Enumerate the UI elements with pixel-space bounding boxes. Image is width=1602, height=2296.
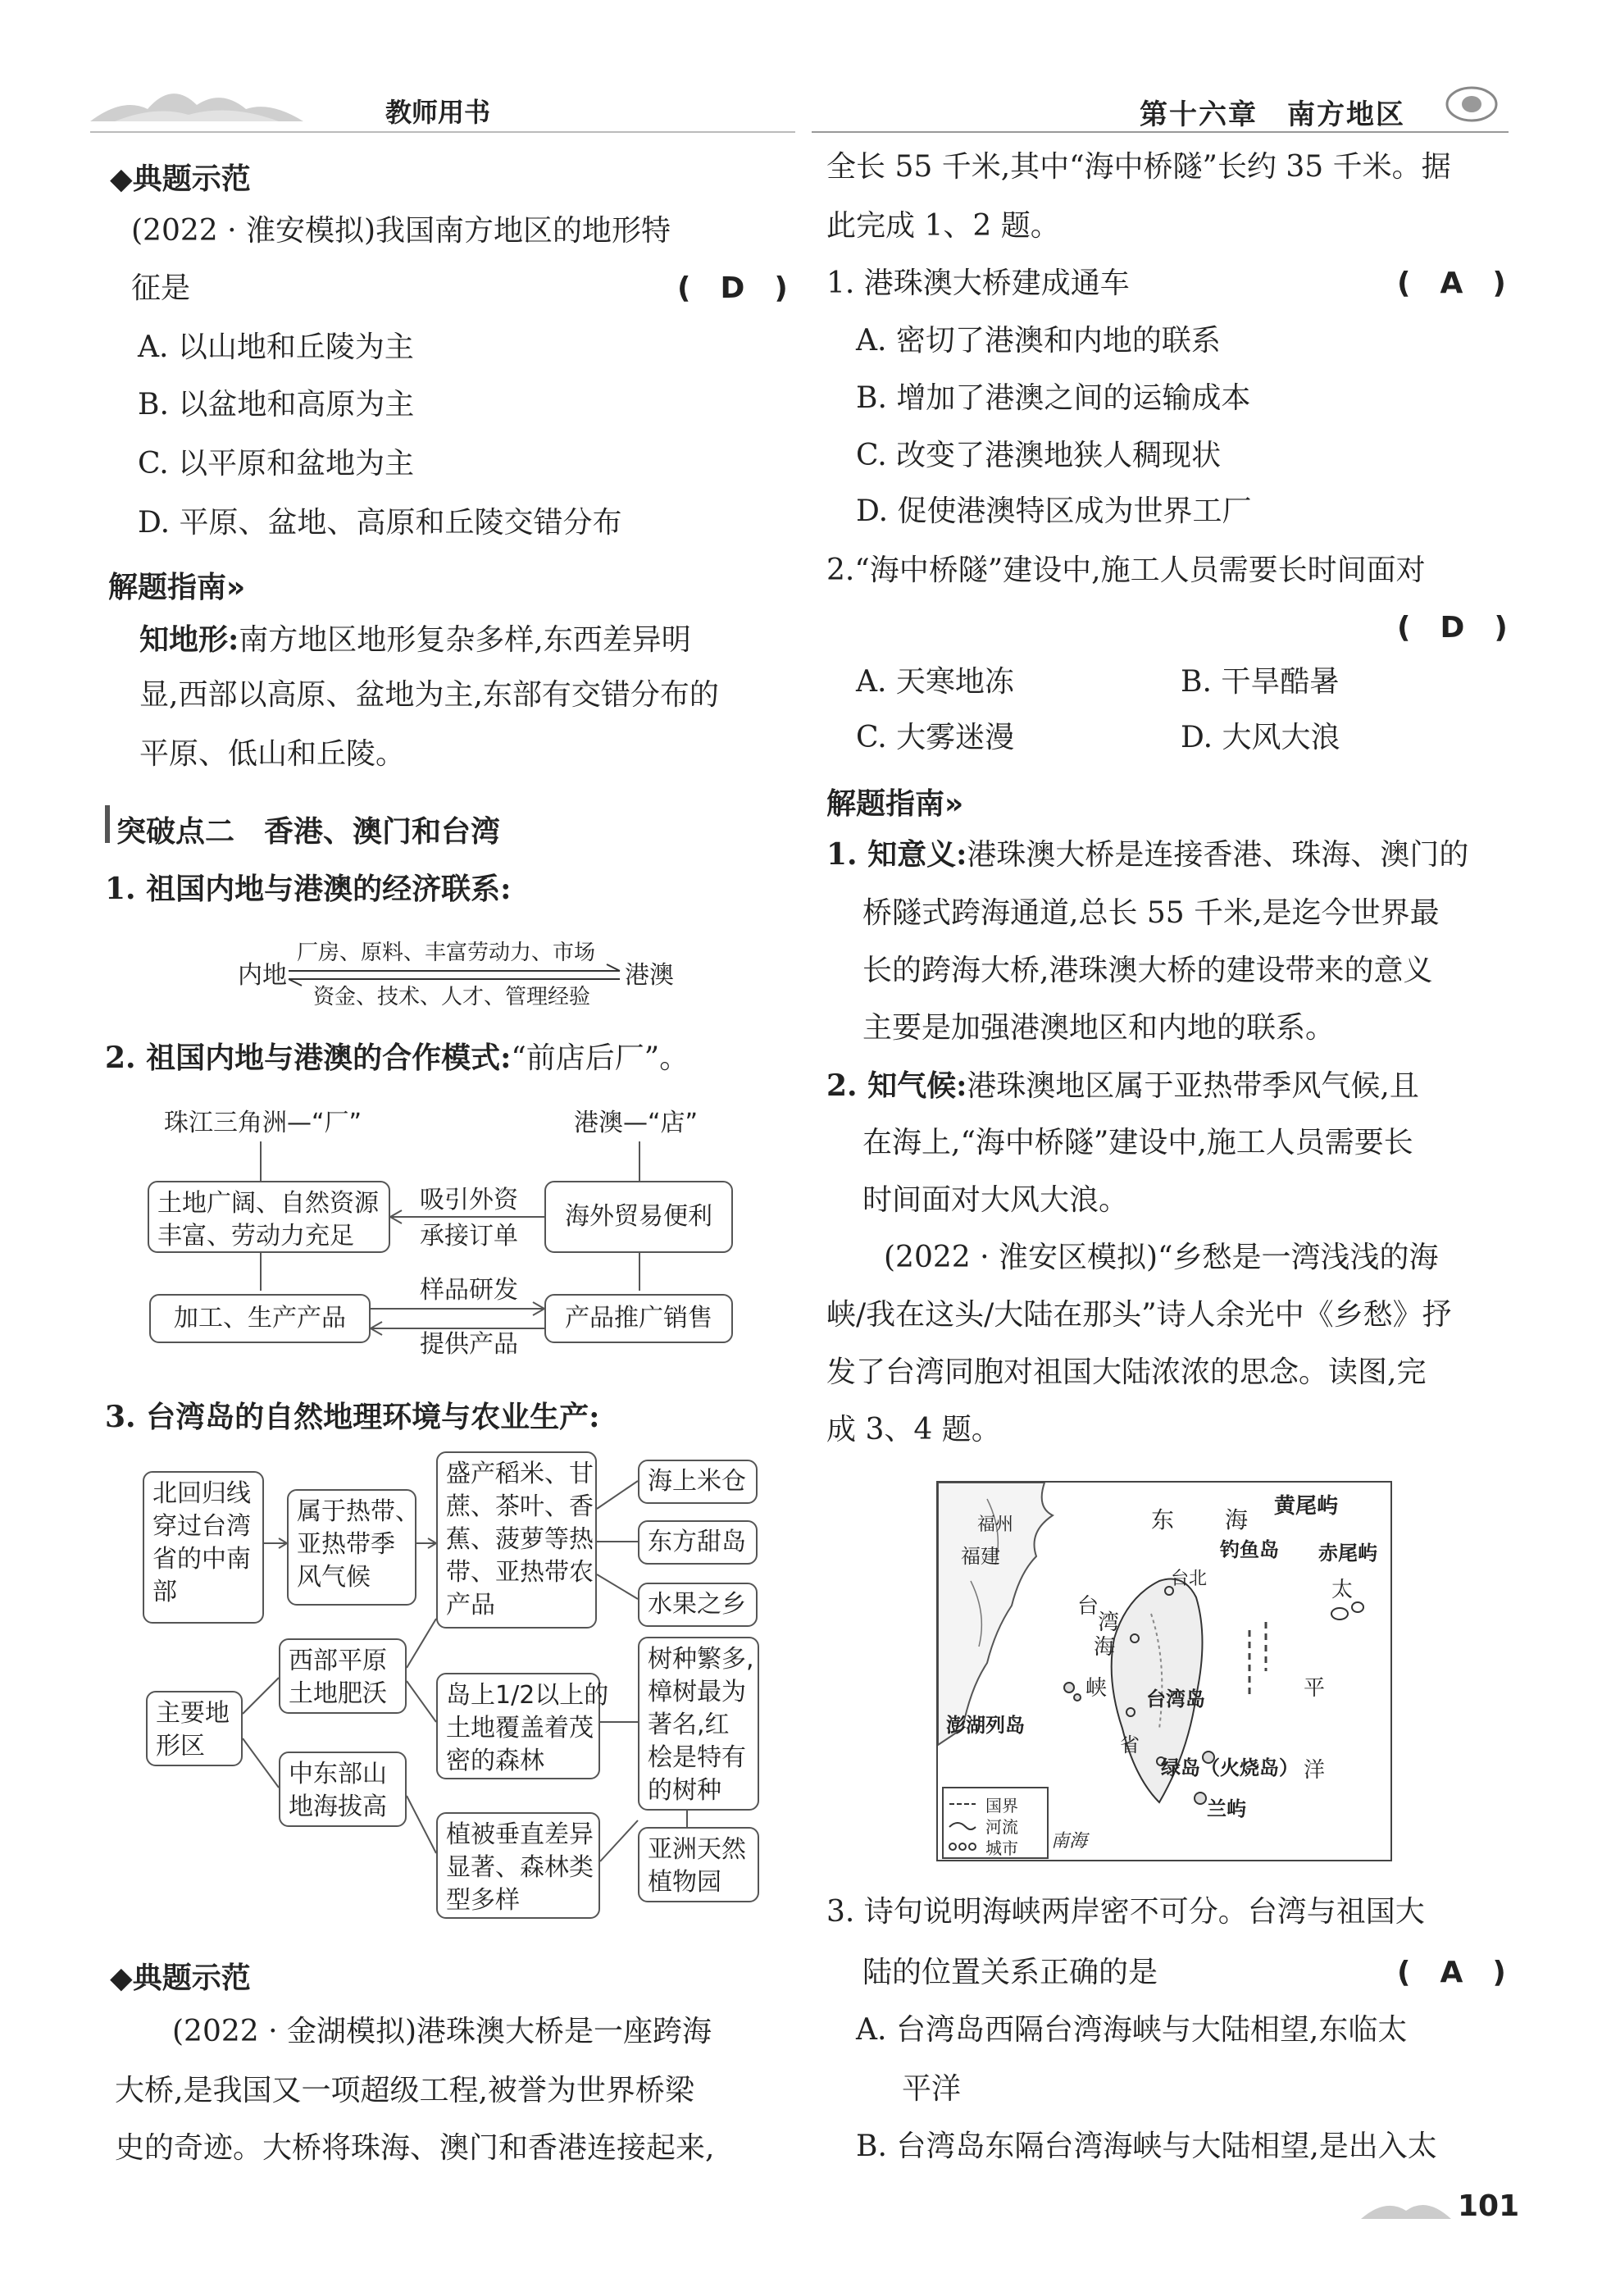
d3-east: 中东部山 地海拔高 bbox=[279, 1752, 407, 1827]
map-tai2: 太 bbox=[1331, 1578, 1354, 1602]
q2-option-b: B. 干旱酷暑 bbox=[1181, 665, 1340, 699]
q1-option-d: D. 促使港澳特区成为世界工厂 bbox=[856, 494, 1252, 528]
flow1-top: 厂房、原料、丰富劳动力、市场 bbox=[297, 941, 596, 965]
para2-line4: 成 3、4 题。 bbox=[826, 1413, 1001, 1446]
page-number: 101 bbox=[1458, 2189, 1520, 2223]
header-rule bbox=[812, 131, 1509, 133]
diamond-icon: ◆ bbox=[110, 162, 133, 196]
d3-vertical: 植被垂直差异 显著、森林类 型多样 bbox=[436, 1812, 600, 1919]
header-right-icon bbox=[1445, 85, 1499, 123]
diamond-icon: ◆ bbox=[110, 1961, 133, 1995]
example2-line2: 大桥,是我国又一项超级工程,被誉为世界桥梁 bbox=[115, 2074, 694, 2107]
map-legend-river: 河流 bbox=[985, 1817, 1018, 1837]
header-decoration bbox=[90, 64, 303, 130]
diagram2-arrow-top-1: 吸引外资 bbox=[420, 1186, 518, 1214]
example1-guide-title: 解题指南» bbox=[108, 571, 246, 604]
diagram2-box-process: 加工、生产产品 bbox=[149, 1294, 371, 1343]
map-fujian: 福建 bbox=[961, 1545, 1000, 1568]
diagram2-box-land: 土地广阔、自然资源 丰富、劳动力充足 bbox=[148, 1181, 390, 1253]
para2-line1: (2022 · 淮安区模拟)“乡愁是一湾浅浅的海 bbox=[884, 1241, 1439, 1274]
section2-item2: 2. 祖国内地与港澳的合作模式:“前店后厂”。 bbox=[105, 1041, 689, 1075]
section2-item1: 1. 祖国内地与港澳的经济联系: bbox=[105, 872, 512, 906]
right-guide-title: 解题指南» bbox=[826, 787, 964, 821]
q2-option-c: C. 大雾迷漫 bbox=[856, 721, 1015, 754]
example1-title: ◆典题示范 bbox=[110, 162, 251, 196]
map-lanyu: 兰屿 bbox=[1207, 1797, 1246, 1820]
map-hai: 海 bbox=[1225, 1506, 1249, 1533]
para2-line2: 峡/我在这头/大陆在那头”诗人余光中《乡愁》抒 bbox=[826, 1298, 1452, 1332]
diagram2-box-sales: 产品推广销售 bbox=[544, 1294, 733, 1343]
section2-bar bbox=[105, 805, 110, 843]
diagram2-left-head: 珠江三角洲—“厂” bbox=[164, 1109, 362, 1137]
d3-rice: 海上米仓 bbox=[638, 1460, 758, 1504]
g1-line2: 桥隧式跨海通道,总长 55 千米,是迄今世界最 bbox=[862, 896, 1440, 930]
map-nanhai: 南海 bbox=[1051, 1831, 1088, 1852]
right-intro-line1: 全长 55 千米,其中“海中桥隧”长约 35 千米。据 bbox=[826, 150, 1451, 184]
map-legend-border: 国界 bbox=[985, 1796, 1018, 1815]
diagram2-right-head: 港澳—“店” bbox=[574, 1109, 699, 1137]
example1-option-c: C. 以平原和盆地为主 bbox=[138, 447, 415, 481]
d3-west: 西部平原 土地肥沃 bbox=[279, 1638, 407, 1714]
header-rule-left bbox=[90, 131, 795, 133]
flow1-left: 内地 bbox=[238, 961, 287, 990]
d3-crops: 盛产稻米、甘 蔗、茶叶、香 蕉、菠萝等热 带、亚热带农 产品 bbox=[436, 1451, 597, 1629]
flow1-bottom: 资金、技术、人才、管理经验 bbox=[313, 985, 591, 1009]
d3-sugar: 东方甜岛 bbox=[638, 1520, 758, 1565]
diagram2-arrow-samples: 样品研发 bbox=[420, 1276, 518, 1305]
diagram2-arrow-top-2: 承接订单 bbox=[420, 1222, 518, 1250]
section2-title: 突破点二 香港、澳门和台湾 bbox=[116, 815, 501, 849]
example1-guide-line2: 显,西部以高原、盆地为主,东部有交错分布的 bbox=[139, 678, 719, 712]
q3-option-a: A. 台湾岛西隔台湾海峡与大陆相望,东临太 bbox=[856, 2013, 1408, 2047]
example1-q-line2: 征是 bbox=[131, 271, 191, 305]
example1-guide-line1: 知地形:南方地区地形复杂多样,东西差异明 bbox=[139, 622, 691, 657]
q1-stem: 1. 港珠澳大桥建成通车 bbox=[826, 266, 1130, 300]
d3-fruit: 水果之乡 bbox=[638, 1583, 758, 1627]
diagram2-box-trade: 海外贸易便利 bbox=[544, 1181, 733, 1253]
example2-line3: 史的奇迹。大桥将珠海、澳门和香港连接起来, bbox=[115, 2131, 715, 2165]
q3-option-a-cont: 平洋 bbox=[902, 2072, 962, 2106]
map-haixia-1: 海 bbox=[1094, 1635, 1116, 1660]
example1-answer: ( D ) bbox=[677, 271, 788, 305]
map-taiwandao: 台湾岛 bbox=[1146, 1688, 1205, 1711]
map-dong: 东 bbox=[1151, 1506, 1175, 1533]
double-chevron-icon: » bbox=[226, 571, 246, 604]
map-tai: 台 bbox=[1077, 1594, 1099, 1619]
example2-line1: (2022 · 金湖模拟)港珠澳大桥是一座跨海 bbox=[172, 2015, 712, 2048]
map-huangwei: 黄尾屿 bbox=[1274, 1494, 1339, 1519]
example1-option-d: D. 平原、盆地、高原和丘陵交错分布 bbox=[138, 506, 622, 540]
d3-trees: 树种繁多, 樟树最为 著名,红 桧是特有 的树种 bbox=[638, 1637, 759, 1811]
example1-guide-line3: 平原、低山和丘陵。 bbox=[139, 737, 406, 771]
q2-option-d: D. 大风大浪 bbox=[1181, 721, 1340, 754]
right-intro-line2: 此完成 1、2 题。 bbox=[826, 209, 1060, 243]
g1-line4: 主要是加强港澳地区和内地的联系。 bbox=[862, 1011, 1336, 1045]
header-left-title: 教师用书 bbox=[385, 97, 491, 128]
q1-answer: ( A ) bbox=[1397, 266, 1506, 300]
d3-forest: 岛上1/2以上的 土地覆盖着茂 密的森林 bbox=[436, 1673, 600, 1779]
q2-answer: ( D ) bbox=[1397, 611, 1508, 645]
g2-line2: 在海上,“海中桥隧”建设中,施工人员需要长 bbox=[862, 1126, 1413, 1159]
d3-garden: 亚洲天然 植物园 bbox=[638, 1827, 759, 1902]
section2-item3: 3. 台湾岛的自然地理环境与农业生产: bbox=[105, 1400, 600, 1434]
double-chevron-icon: » bbox=[944, 787, 964, 821]
q3-option-b: B. 台湾岛东隔台湾海峡与大陆相望,是出入太 bbox=[856, 2130, 1437, 2163]
map-wan: 湾 bbox=[1098, 1610, 1120, 1635]
q3-stem-line2: 陆的位置关系正确的是 bbox=[862, 1956, 1158, 1989]
diagram2-arrow-supply: 提供产品 bbox=[420, 1330, 518, 1359]
map-ping: 平 bbox=[1304, 1676, 1326, 1701]
q1-option-a: A. 密切了港澳和内地的联系 bbox=[856, 324, 1221, 358]
map-taibei: 台北 bbox=[1171, 1569, 1208, 1589]
footer-decoration bbox=[1361, 2189, 1451, 2222]
map-yang: 洋 bbox=[1304, 1758, 1326, 1783]
map-fuzhou: 福州 bbox=[977, 1515, 1014, 1535]
q1-option-c: C. 改变了港澳地狭人稠现状 bbox=[856, 439, 1222, 472]
para2-line3: 发了台湾同胞对祖国大陆浓浓的思念。读图,完 bbox=[826, 1355, 1427, 1389]
taiwan-map bbox=[936, 1481, 1392, 1861]
g1-line1: 1. 知意义:港珠澳大桥是连接香港、珠海、澳门的 bbox=[826, 837, 1469, 872]
d3-climate: 属于热带、 亚热带季 风气候 bbox=[287, 1489, 416, 1606]
q3-stem-line1: 3. 诗句说明海峡两岸密不可分。台湾与祖国大 bbox=[826, 1895, 1425, 1929]
map-lvdao: 绿岛（火烧岛） bbox=[1161, 1756, 1299, 1779]
g2-line3: 时间面对大风大浪。 bbox=[862, 1183, 1129, 1217]
map-legend-city: 城市 bbox=[985, 1838, 1018, 1858]
example1-q-line1: (2022 · 淮安模拟)我国南方地区的地形特 bbox=[131, 214, 671, 248]
d3-terrain: 主要地 形区 bbox=[146, 1691, 243, 1766]
example1-option-b: B. 以盆地和高原为主 bbox=[138, 388, 415, 421]
d3-tropic: 北回归线 穿过台湾 省的中南 部 bbox=[143, 1471, 264, 1624]
q1-option-b: B. 增加了港澳之间的运输成本 bbox=[856, 381, 1251, 415]
map-chiwei: 赤尾屿 bbox=[1318, 1542, 1377, 1565]
map-sheng: 省 bbox=[1120, 1733, 1140, 1756]
example1-option-a: A. 以山地和丘陵为主 bbox=[138, 330, 414, 364]
q2-option-a: A. 天寒地冻 bbox=[856, 665, 1014, 699]
header-right-title: 第十六章 南方地区 bbox=[1140, 98, 1405, 131]
map-haixia-2: 峡 bbox=[1085, 1676, 1108, 1701]
g1-line3: 长的跨海大桥,港珠澳大桥的建设带来的意义 bbox=[862, 954, 1433, 987]
flow1-right: 港澳 bbox=[625, 961, 674, 990]
q2-stem: 2.“海中桥隧”建设中,施工人员需要长时间面对 bbox=[826, 554, 1426, 587]
example2-title: ◆典题示范 bbox=[110, 1961, 251, 1995]
g2-line1: 2. 知气候:港珠澳地区属于亚热带季风气候,且 bbox=[826, 1068, 1419, 1103]
map-penghu: 澎湖列岛 bbox=[946, 1714, 1025, 1737]
q3-answer: ( A ) bbox=[1397, 1956, 1506, 1989]
mountain-logo-icon bbox=[90, 64, 303, 130]
map-diaoyu: 钓鱼岛 bbox=[1220, 1538, 1279, 1561]
